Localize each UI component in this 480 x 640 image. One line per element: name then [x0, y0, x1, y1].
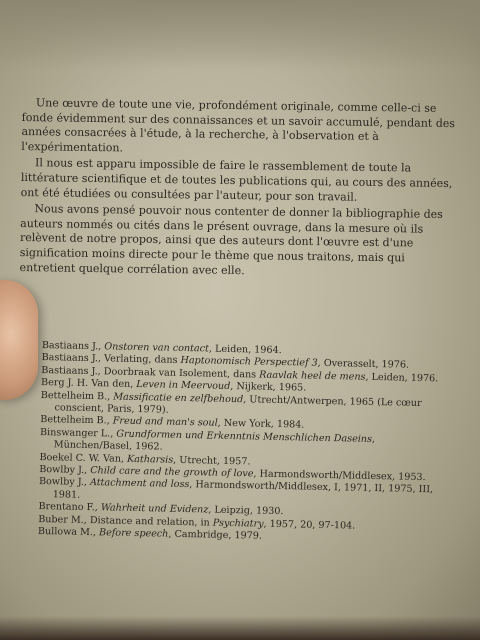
entry-title: Onstoren van contact [104, 341, 210, 355]
entry-author: Boekel C. W. Van, [39, 451, 128, 465]
entry-author: Bastiaans J., [41, 340, 105, 353]
intro-paragraph-2: Il nous est apparu impossible de faire le rassemblement de toute la littérature scientifique et de toutes les publications qui, au cours des années, ont été étudiées ou consultées par l'auteur, pour son travail. [20, 156, 453, 204]
intro-text [19, 96, 461, 283]
entry-author: Bastiaans J., Verlating, dans [41, 352, 181, 367]
entry-details: , Utrecht, 1957. [173, 454, 251, 468]
entry-details: , New York, 1984. [217, 418, 305, 431]
entry-details: , Nijkerk, 1965. [230, 381, 307, 394]
entry-title: Attachment and loss [89, 477, 190, 491]
entry-author: Bastiaans J., Doorbraak van Isolement, dans [41, 364, 260, 381]
entry-author: Bettelheim B., [40, 414, 113, 427]
intro-paragraph-1: Une œuvre de toute une vie, profondément originale, comme celle-ci se fonde évidemment sur des connaissances et un savoir accumulé, pendant des années consacrées à l'étude, à la recherche, à l'observation et à l'expérimentation. [21, 96, 456, 155]
entry-details: , Harmondsworth/Middlesex, 1953. [253, 468, 426, 484]
bibliography-list [38, 340, 454, 547]
page-shadow [0, 0, 480, 70]
entry-title: Massificatie en zelfbehoud [113, 391, 244, 405]
entry-title: Haptonomisch Perspectief 3 [180, 355, 318, 370]
intro-paragraph-3: Nous avons pensé pouvoir nous contenter de donner la bibliographie des auteurs nommés ou cités dans le présent ouvrage, dans la mesure où ils relèvent de notre propos, ainsi que des auteurs dont l'œuvre est d'une signification moins directe pour le thème que nous traitons, mais qui entretient quelque corrélation avec elle. [19, 202, 443, 277]
entry-details: , Leiden, 1976. [365, 371, 439, 385]
entry-title: Freud and man's soul [112, 415, 218, 430]
entry-title: Psychiatry [212, 517, 264, 530]
entry-details: , 1957, 20, 97-104. [263, 518, 356, 532]
thumb [0, 280, 38, 400]
entry-details: , Harmondsworth/Middlesex, I, 1971, II, 1975, III, 1981. [52, 479, 434, 501]
page-bottom-edge [0, 616, 480, 640]
entry-details: , Cambridge, 1979. [168, 528, 263, 542]
entry-author: Berg J. H. Van den, [40, 377, 137, 391]
entry-author: Buber M., Distance and relation, in [38, 513, 213, 529]
entry-author: Binswanger L., [39, 426, 117, 440]
entry-title: Before speech [98, 527, 169, 540]
entry-details: , Leipzig, 1930. [208, 504, 284, 518]
entry-title: Child care and the growth of love [90, 465, 254, 480]
entry-author: Bowlby J., [39, 464, 91, 477]
entry-title: Raavlak heel de mens [259, 369, 366, 383]
entry-details: , Overasselt, 1976. [317, 358, 410, 372]
entry-title: Katharsis [126, 453, 174, 466]
entry-title: Wahrheit und Evidenz [100, 502, 209, 516]
entry-author: Bowlby J., [38, 476, 91, 489]
entry-details: , München/Basel, 1962. [53, 433, 376, 453]
entry-details: , Leiden, 1964. [208, 343, 282, 357]
entry-author: Bettelheim B., [40, 389, 114, 403]
entry-details: , Utrecht/Antwerpen, 1965 (Le cœur conscient, Paris, 1979). [54, 393, 422, 416]
entry-title: Grundformen und Erkenntnis Menschlichen Daseins [116, 428, 373, 445]
entry-author: Brentano F., [38, 501, 101, 514]
entry-author: Bullowa M., [37, 526, 100, 539]
entry-title: Leven in Meervoud [136, 379, 231, 393]
